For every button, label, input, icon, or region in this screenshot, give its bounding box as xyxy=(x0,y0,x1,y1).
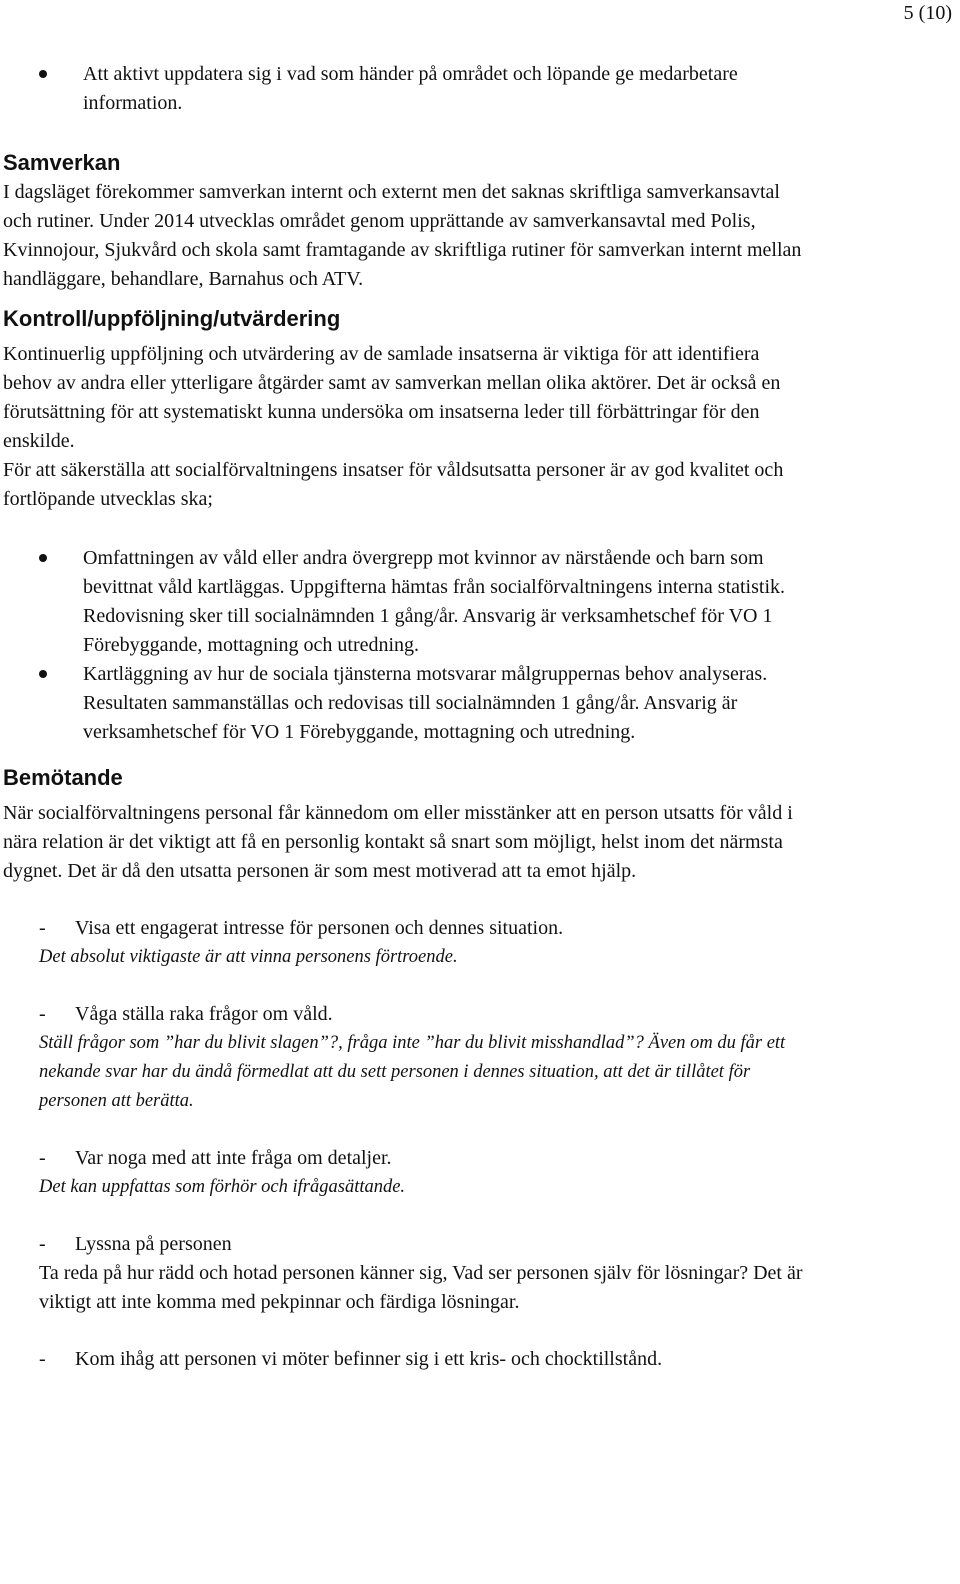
list-item xyxy=(3,544,803,660)
list-item xyxy=(3,60,803,118)
dash-item-title xyxy=(3,914,803,943)
dash-marker: - xyxy=(39,1233,46,1255)
dash-item-note: Ställ frågor som ”har du blivit slagen”?, fråga inte ”har du blivit misshandlad”? Även om du får ett nekande svar har du ändå förmedlat att du sett personen i dennes situation, att det är tillåtet för personen att berätta. xyxy=(39,1033,786,1111)
dash-item-title xyxy=(3,1144,803,1173)
bullet-icon xyxy=(39,670,47,678)
section-heading-samverkan: Samverkan xyxy=(3,150,121,175)
dash-item-title xyxy=(3,1345,803,1374)
dash-item-title xyxy=(3,1230,803,1259)
dash-item-text: Lyssna på personen xyxy=(75,1233,232,1255)
samverkan-text: I dagsläget förekommer samverkan internt och externt men det saknas skriftliga samverkansavtal och rutiner. Under 2014 utvecklas området genom upprättande av samverkansavtal med Polis, Kvinnojour, Sjukvård och skola samt framtagande av skriftliga rutiner för samverkan internt mellan handläggare, behandlare, Barnahus och ATV. xyxy=(3,181,802,290)
document-body xyxy=(3,60,803,1374)
list-item-text: Att aktivt uppdatera sig i vad som händer på området och löpande ge medarbetare information. xyxy=(83,63,738,114)
bemotande-text: När socialförvaltningens personal får kännedom om eller misstänker att en person utsatts för våld i nära relation är det viktigt att få en personlig kontakt så snart som möjligt, helst inom det närmsta dygnet. Det är då den utsatta personen är som mest motiverad att ta emot hjälp. xyxy=(3,802,793,882)
dash-item-title xyxy=(3,1000,803,1029)
bemotande-item xyxy=(3,1144,803,1202)
list-item-text: Omfattningen av våld eller andra övergrepp mot kvinnor av närstående och barn som bevittnat våld kartläggas. Uppgifterna hämtas från socialförvaltningens interna statistik. Redovisning sker till socialnämnden 1 gång/år. Ansvarig är verksamhetschef för VO 1 Förebyggande, mottagning och utredning. xyxy=(83,547,786,656)
dash-item-note: Ta reda på hur rädd och hotad personen känner sig, Vad ser personen själv för lösningar? Det är viktigt att inte komma med pekpinnar och färdiga lösningar. xyxy=(39,1262,803,1313)
dash-marker: - xyxy=(39,1348,46,1370)
list-item-text: Kartläggning av hur de sociala tjänsterna motsvarar målgruppernas behov analyseras. Resultaten sammanställas och redovisas till socialnämnden 1 gång/år. Ansvarig är verksamhetschef för VO 1 Förebyggande, mottagning och utredning. xyxy=(83,663,768,743)
dash-item-text: Kom ihåg att personen vi möter befinner sig i ett kris- och chocktillstånd. xyxy=(75,1348,663,1370)
dash-marker: - xyxy=(39,917,46,939)
bullet-icon xyxy=(39,70,47,78)
bemotande-item xyxy=(3,914,803,972)
bemotande-item xyxy=(3,1000,803,1116)
dash-item-text: Visa ett engagerat intresse för personen och dennes situation. xyxy=(75,917,564,939)
dash-item-text: Våga ställa raka frågor om våld. xyxy=(75,1003,333,1025)
dash-item-note: Det absolut viktigaste är att vinna personens förtroende. xyxy=(39,947,458,967)
dash-item-text: Var noga med att inte fråga om detaljer. xyxy=(75,1147,392,1169)
page-number: 5 (10) xyxy=(903,2,952,24)
kontroll-bullet-list xyxy=(3,544,803,747)
bemotande-item xyxy=(3,1345,803,1374)
dash-marker: - xyxy=(39,1003,46,1025)
section-heading-kontroll: Kontroll/uppföljning/utvärdering xyxy=(3,306,341,331)
kontroll-paragraph-1: Kontinuerlig uppföljning och utvärdering av de samlade insatserna är viktiga för att identifiera behov av andra eller ytterligare åtgärder samt av samverkan mellan olika aktörer. Det är också en förutsättning för att systematiskt kunna undersöka om insatserna leder till förbättringar för den enskilde. xyxy=(3,343,781,452)
section-heading-bemotande: Bemötande xyxy=(3,765,123,790)
list-item xyxy=(3,660,803,747)
kontroll-paragraph-2: För att säkerställa att socialförvaltningens insatser för våldsutsatta personer är av god kvalitet och fortlöpande utvecklas ska; xyxy=(3,459,784,510)
dash-item-note: Det kan uppfattas som förhör och ifrågasättande. xyxy=(39,1177,406,1197)
bemotande-item xyxy=(3,1230,803,1317)
intro-bullet-list xyxy=(3,60,803,118)
bullet-icon xyxy=(39,554,47,562)
dash-marker: - xyxy=(39,1147,46,1169)
